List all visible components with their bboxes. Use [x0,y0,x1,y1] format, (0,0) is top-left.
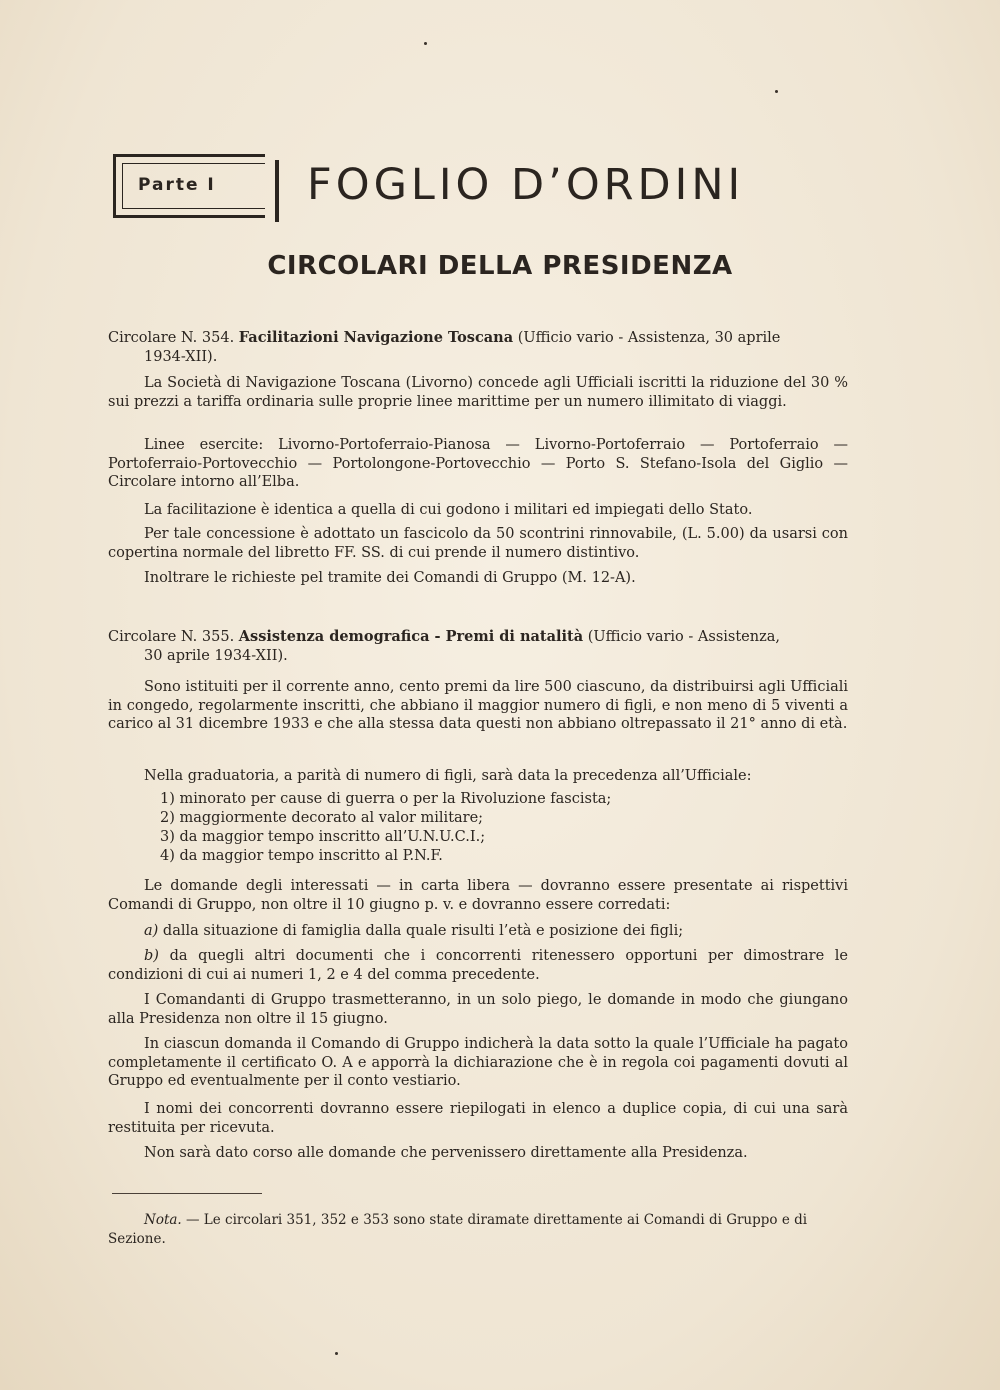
circolare-355-heading [108,627,848,666]
page-title: FOGLIO D’ORDINI [307,160,745,210]
circolare-355-paragraph: Sono istituiti per il corrente anno, cento premi da lire 500 ciascuno, da distribuirsi agli Ufficiali in congedo, regolarmente inscritti, che abbiano il maggior numero di figli, e non meno di 5 viventi a carico al 31 dicembre 1933 e che alla stessa data questi non abbiano oltrepassato il 21° anno di età. [108,679,848,732]
paper-speck [775,90,778,93]
circolare-354-meta-cont: 1934-XII). [144,349,218,365]
circolare-355-paragraph: Nella graduatoria, a parità di numero di figli, sarà data la precedenza all’Ufficiale: [144,768,752,784]
part-label-box [113,154,265,218]
footnote-text: — Le circolari 351, 352 e 353 sono state diramate direttamente ai Comandi di Gruppo e di Sezione. [108,1212,808,1247]
part-label: Parte I [138,175,216,195]
circolare-355-meta: (Ufficio vario - Assistenza, [587,629,780,645]
circolare-354-paragraph: La Società di Navigazione Toscana (Livorno) concede agli Ufficiali iscritti la riduzione del 30 % sui prezzi a tariffa ordinaria sulle proprie linee marittime per un numero illimitato di viaggi. [108,375,848,410]
list-item: 4) da maggior tempo inscritto al P.N.F. [160,848,443,864]
circolare-355-meta-cont: 30 aprile 1934-XII). [144,648,288,664]
footnote-label: Nota. [144,1212,182,1228]
circolare-355-number: Circolare N. 355. [108,629,235,645]
circolare-354-paragraph: Linee esercite: Livorno-Portoferraio-Pianosa — Livorno-Portoferraio — Portoferraio — Portoferraio-Portovecchio — Portolongone-Portovecchio — Porto S. Stefano-Isola del Giglio — Circolare intorno all’Elba. [108,437,848,490]
list-item: 2) maggiormente decorato al valor militare; [160,810,484,826]
circolare-355-paragraph: I nomi dei concorrenti dovranno essere riepilogati in elenco a duplice copia, di cui una sarà restituita per ricevuta. [108,1101,848,1136]
footnote [108,1211,853,1249]
letter-b: b) [144,948,159,964]
circolare-354-title: Facilitazioni Navigazione Toscana [238,329,514,346]
list-item: 3) da maggior tempo inscritto all’U.N.U.C.I.; [160,829,486,845]
circolare-354-paragraph: La facilitazione è identica a quella di cui godono i militari ed impiegati dello Stato. [144,502,753,518]
circolare-354-paragraph: Inoltrare le richieste pel tramite dei Comandi di Gruppo (M. 12-A). [144,570,636,586]
circolare-355-paragraph-a: a) dalla situazione di famiglia dalla quale risulti l’età e posizione dei figli; [144,923,684,939]
circolare-354-number: Circolare N. 354. [108,330,235,346]
circolare-354-paragraph: Per tale concessione è adottato un fascicolo da 50 scontrini rinnovabile, (L. 5.00) da usarsi con copertina normale del libretto FF. SS. di cui prende il numero distintivo. [108,526,848,561]
letter-a: a) [144,923,159,939]
circolare-354-heading [108,328,848,367]
paper-speck [335,1352,338,1355]
section-title: CIRCOLARI DELLA PRESIDENZA [267,251,733,281]
header-divider [275,160,279,222]
page-header [113,152,853,227]
circolare-355-paragraph: In ciascun domanda il Comando di Gruppo indicherà la data sotto la quale l’Ufficiale ha pagato completamente il certificato O. A e apporrà la dichiarazione che è in regola coi pagamenti dovuti al Gruppo ed eventualmente per il conto vestiario. [108,1036,848,1089]
circolare-355-paragraph: Le domande degli interessati — in carta libera — dovranno essere presentate ai rispettivi Comandi di Gruppo, non oltre il 10 giugno p. v. e dovranno essere corredati: [108,878,848,913]
circolare-354-meta: (Ufficio vario - Assistenza, 30 aprile [517,330,781,346]
list-item: 1) minorato per cause di guerra o per la Rivoluzione fascista; [160,791,612,807]
circolare-355-paragraph: Non sarà dato corso alle domande che pervenissero direttamente alla Presidenza. [144,1145,748,1161]
footnote-divider [112,1193,262,1194]
paper-speck [424,42,427,45]
circolare-355-paragraph: I Comandanti di Gruppo trasmetteranno, in un solo piego, le domande in modo che giungano alla Presidenza non oltre il 15 giugno. [108,992,848,1027]
circolare-355-paragraph-b: b) da quegli altri documenti che i concorrenti ritenessero opportuni per dimostrare le condizioni di cui ai numeri 1, 2 e 4 del comma precedente. [108,948,848,983]
circolare-355-title: Assistenza demografica - Premi di natalità [238,628,584,645]
